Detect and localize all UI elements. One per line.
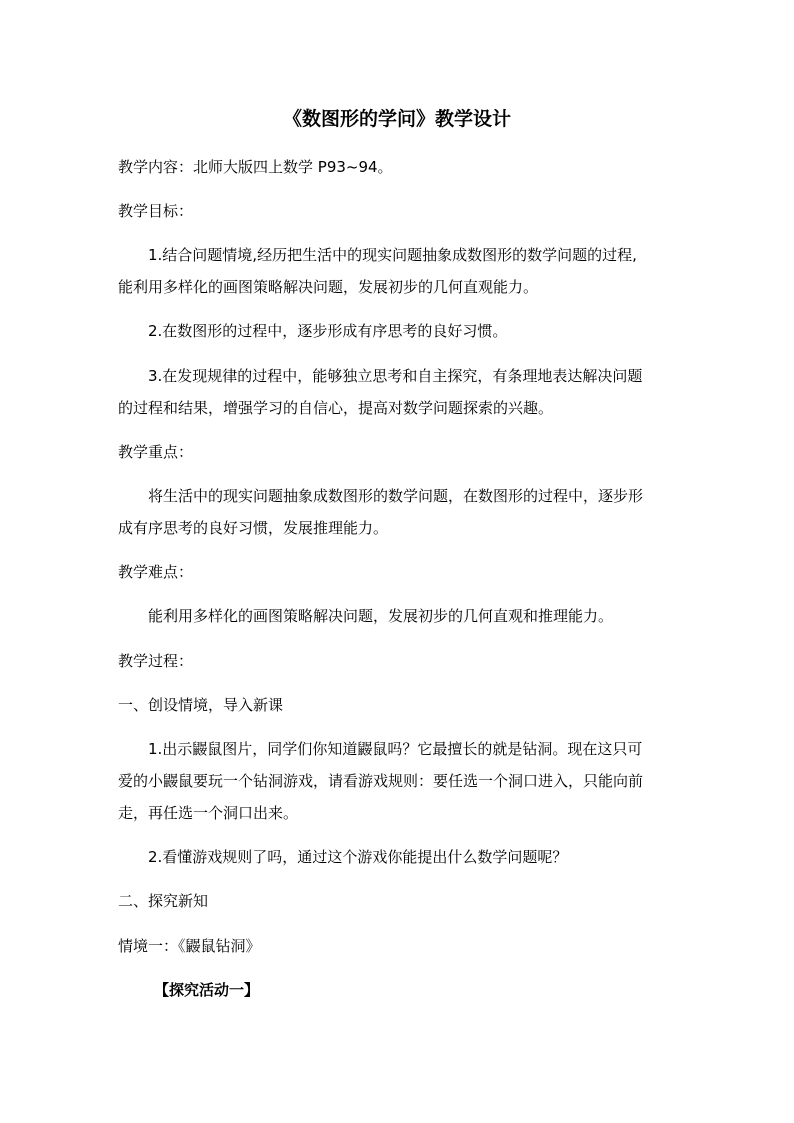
scenario-1: 情境一：《鼹鼠钻洞》: [118, 937, 261, 955]
goal-2: 2.在数图形的过程中，逐步形成有序思考的良好习惯。: [148, 322, 508, 340]
section-2-heading: 二、探究新知: [118, 892, 209, 910]
section-1-heading: 一、创设情境，导入新课: [118, 696, 284, 714]
key-line-2: 成有序思考的良好习惯，发展推理能力。: [118, 519, 389, 537]
goal-1-line-2: 能利用多样化的画图策略解决问题，发展初步的几何直观能力。: [118, 278, 539, 296]
section-1-item-2: 2.看懂游戏规则了吗，通过这个游戏你能提出什么数学问题呢？: [148, 848, 568, 866]
activity-1: 【探究活动一】: [154, 981, 260, 999]
teaching-content: 教学内容：北师大版四上数学 P93~94。: [118, 158, 393, 176]
document-title: 《数图形的学问》教学设计: [282, 108, 511, 130]
section-1-item-1-line-2: 爱的小鼹鼠要玩一个钻洞游戏，请看游戏规则：要任选一个洞口进入，只能向前: [118, 772, 644, 790]
difficulty-heading: 教学难点：: [118, 563, 194, 581]
difficulty-text: 能利用多样化的画图策略解决问题，发展初步的几何直观和推理能力。: [148, 607, 614, 625]
process-heading: 教学过程：: [118, 652, 194, 670]
section-1-item-1-line-1: 1.出示鼹鼠图片，同学们你知道鼹鼠吗？它最擅长的就是钻洞。现在这只可: [148, 740, 643, 758]
goal-3-line-1: 3.在发现规律的过程中，能够独立思考和自主探究，有条理地表达解决问题: [148, 367, 643, 385]
goal-3-line-2: 的过程和结果，增强学习的自信心，提高对数学问题探索的兴趣。: [118, 399, 554, 417]
section-1-item-1-line-3: 走，再任选一个洞口出来。: [118, 804, 299, 822]
key-line-1: 将生活中的现实问题抽象成数图形的数学问题，在数图形的过程中，逐步形: [148, 487, 644, 505]
goals-heading: 教学目标：: [118, 202, 194, 220]
goal-1-line-1: 1.结合问题情境,经历把生活中的现实问题抽象成数图形的数学问题的过程,: [148, 246, 637, 264]
key-heading: 教学重点：: [118, 443, 194, 461]
